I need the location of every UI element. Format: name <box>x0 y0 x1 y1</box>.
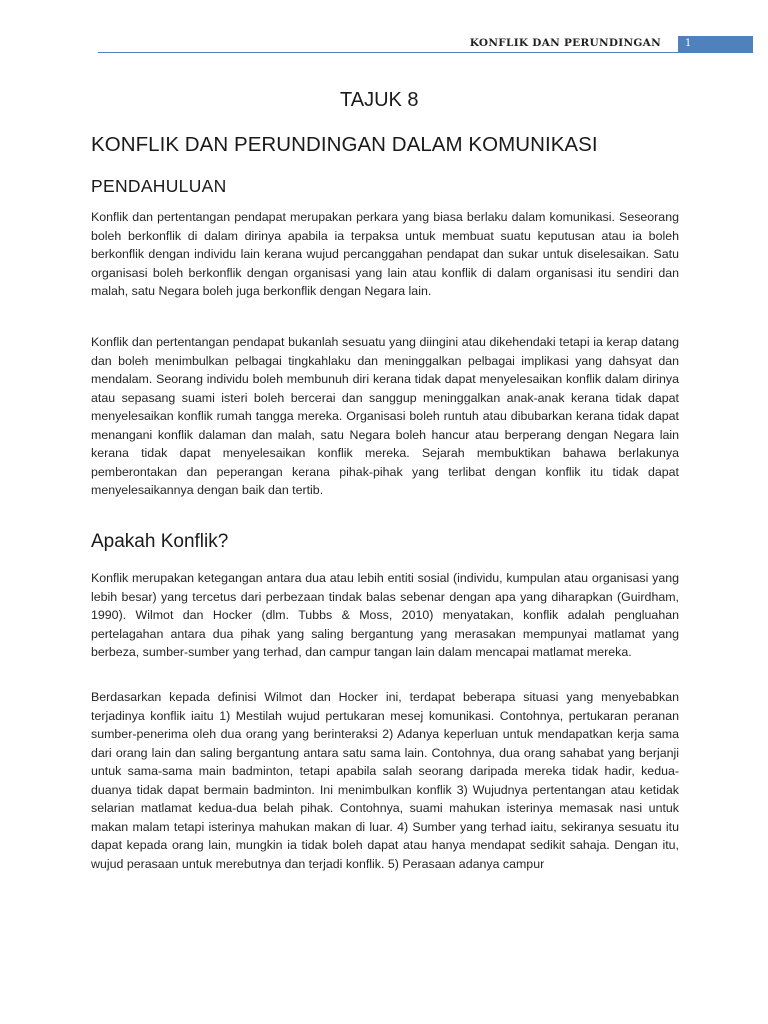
chapter-title: KONFLIK DAN PERUNDINGAN DALAM KOMUNIKASI <box>91 133 598 156</box>
paragraph-2: Konflik dan pertentangan pendapat bukanlah sesuatu yang diingini atau dikehendaki tetapi ia kerap datang dan boleh menimbulkan pelbagai tingkahlaku dan meninggalkan pelbagai implikasi yang dahsyat dan mendalam. Seorang individu boleh membunuh diri kerana tidak dapat menyelesaikan konflik dalam dirinya atau sepasang suami isteri boleh bercerai dan sanggup meninggalkan anak-anak kerana tidak dapat menyelesaikan konflik rumah tangga mereka. Organisasi boleh runtuh atau dibubarkan kerana tidak dapat menangani konflik dalaman dan malah, satu Negara boleh hancur atau berperang dengan Negara lain kerana tidak dapat menyelesaikan konflik mereka. Sejarah membuktikan bahawa berlakunya pemberontakan dan peperangan kerana pihak-pihak yang terlibat dengan konflik itu tidak dapat menyelesaikannya dengan baik dan tertib. <box>91 335 679 497</box>
header-rule <box>98 52 753 53</box>
chapter-label: TAJUK 8 <box>340 89 419 111</box>
section-heading: PENDAHULUAN <box>91 176 227 196</box>
paragraph-3: Konflik merupakan ketegangan antara dua atau lebih entiti sosial (individu, kumpulan atau organisasi yang lebih besar) yang tercetus dari perbezaan tindak balas sebenar dengan apa yang diharapkan (Guirdham, 1990). Wilmot dan Hocker (dlm. Tubbs & Moss, 2010) menyatakan, konflik adalah pengluahan pertelagahan antara dua pihak yang saling bergantung yang merasakan mempunyai matlamat yang berbeza, sumber-sumber yang terhad, dan campur tangan lain dalam mencapai matlamat mereka. <box>91 571 679 659</box>
paragraph-4: Berdasarkan kepada definisi Wilmot dan Hocker ini, terdapat beberapa situasi yang menyebabkan terjadinya konflik iaitu 1) Mestilah wujud pertukaran mesej komunikasi. Contohnya, pertukaran peranan sumber-penerima oleh dua orang yang berinteraksi 2) Adanya keperluan untuk mendapatkan kerja sama dari orang lain dan saling bergantung antara satu sama lain. Contohnya, dua orang sahabat yang berjanji untuk sama-sama main badminton, tetapi apabila salah seorang daripada mereka tidak hadir, kedua-duanya tidak dapat bermain badminton. Ini menimbulkan konflik 3) Wujudnya pertentangan atau ketidak selarian matlamat kedua-dua belah pihak. Contohnya, suami mahukan isterinya memasak nasi untuk makan malam tetapi isterinya mahukan makan di luar. 4) Sumber yang terhad iaitu, sekiranya sesuatu itu dapat kepada orang lain, mungkin ia tidak boleh dapat atau hanya mendapat sedikit sahaja. Dengan itu, wujud perasaan untuk merebutnya dan terjadi konflik. 5) Perasaan adanya campur <box>91 690 679 871</box>
paragraph-1: Konflik dan pertentangan pendapat merupakan perkara yang biasa berlaku dalam komunikasi. Seseorang boleh berkonflik di dalam dirinya apabila ia terpaksa untuk membuat suatu keputusan atau ia boleh berkonflik dengan individu lain kerana wujud percanggahan pendapat dan sukar untuk diselesaikan. Satu organisasi boleh berkonflik dengan organisasi yang lain atau konflik di dalam organisasi itu sendiri dan malah, satu Negara boleh juga berkonflik dengan Negara lain. <box>91 210 679 298</box>
page-number-badge <box>678 36 753 52</box>
page-header <box>98 36 753 53</box>
page-number: 1 <box>685 38 692 49</box>
subsection-heading: Apakah Konflik? <box>91 531 229 552</box>
header-title: KONFLIK DAN PERUNDINGAN <box>469 37 661 49</box>
